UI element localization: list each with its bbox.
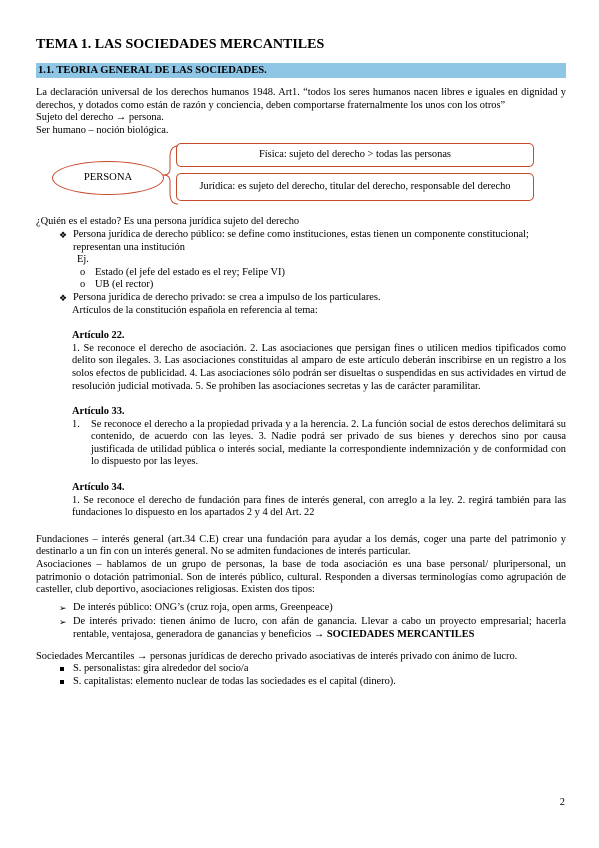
fisica-node: Física: sujeto del derecho > todas las personas	[176, 143, 534, 167]
list-item	[36, 663, 566, 676]
sociedades-mercantiles-emphasis: SOCIEDADES MERCANTILES	[326, 629, 475, 640]
articulo-heading: Artículo 34.	[72, 482, 125, 494]
soc-merc-paragraph: Sociedades Mercantiles → personas jurídicas de derecho privado asociativas de interés privado con ánimo de lucro.	[36, 650, 518, 662]
soc-item-text: S. capitalistas: elemento nuclear de todas las sociedades es el capital (dinero).	[73, 675, 396, 687]
list-item	[36, 267, 566, 280]
square-bullet-icon	[60, 667, 64, 671]
bullet-privado-text: Persona jurídica de derecho privado: se crea a impulso de los particulares.	[73, 291, 381, 303]
arrow-bullet-icon: ➢	[59, 617, 67, 628]
juridica-node: Jurídica: es sujeto del derecho, titular del derecho, responsable del derecho	[176, 173, 534, 201]
circle-bullet-icon: o	[80, 279, 86, 291]
articulo-text: 1. Se reconoce el derecho de fundación para fines de interés general, con arreglo a la ley. 2. regirá también para las fundaciones lo dispuesto en los apartados 2 y 4 del Art. 22	[72, 494, 566, 519]
articulo-text: Se reconoce el derecho a la propiedad privada y a la herencia. 2. La función social de estos derechos delimitará su contenido, de acuerdo con las leyes. 3. Nadie podrá ser privado de sus bienes y derechos sino por causa justificada de utilidad pública o interés social, mediante la correspondiente indemnización y de conformidad con lo dispuesto por las leyes.	[91, 418, 566, 468]
document-page	[36, 36, 566, 688]
ser-humano-line: Ser humano – noción biológica.	[36, 124, 169, 136]
list-item	[36, 229, 566, 254]
ej-label: Ej.	[77, 254, 89, 266]
question-line: ¿Quién es el estado? Es una persona jurídica sujeto del derecho	[36, 216, 300, 228]
articulo-text: 1. Se reconoce el derecho de asociación. 2. Las asociaciones que persigan fines o utilicen medios tipificados como delito son ilegales. 3. Las asociaciones constituidas al amparo de este artículo deberán inscribirse en un registro a los solos efectos de publicidad. 4. Las asociaciones sólo podrán ser disueltas o suspendidas en sus actividades en virtud de resolución judicial motivada. 5. Se prohíben las asociaciones secretas y las de carácter paramilitar.	[72, 342, 566, 392]
tipo-privado-text: De interés privado: tienen ánimo de lucro, con afán de ganancia. Llevar a cabo un proyecto empresarial; hacerla rentable, ventajosa, generadora de ganancias y beneficios →	[73, 616, 566, 640]
page-number: 2	[559, 797, 565, 808]
articulo-33	[36, 406, 566, 419]
asociaciones-paragraph: Asociaciones – hablamos de un grupo de personas, la base de toda asociación es una base personal/ pluripersonal, un patrimonio o dotación patrimonial. Son de interés público, cultural. Responden a diversas terminologías como agrupación de casteller, club deportivo, asociaciones religiosas. Existen dos tipos:	[36, 559, 566, 596]
item-number: 1.	[72, 418, 80, 430]
arrow-bullet-icon: ➢	[59, 602, 67, 613]
list-item	[36, 616, 566, 641]
list-item	[36, 279, 566, 292]
articulo-22	[36, 330, 566, 393]
circle-bullet-icon: o	[80, 266, 86, 278]
articulo-34	[36, 482, 566, 520]
ej-item-text: Estado (el jefe del estado es el rey; Felipe VI)	[95, 266, 285, 278]
document-title: TEMA 1. LAS SOCIEDADES MERCANTILES	[36, 37, 325, 52]
tipo-publico-text: De interés público: ONG’s (cruz roja, open arms, Greenpeace)	[73, 601, 333, 613]
list-item	[36, 602, 566, 615]
fundaciones-paragraph: Fundaciones – interés general (art.34 C.E) crear una fundación para ayudar a los demás, coger una parte del patrimonio y destinarlo a un fin con un interés general. No se admiten fundaciones de interés particular.	[36, 533, 566, 558]
bullet-publico-text: Persona jurídica de derecho público: se define como instituciones, estas tienen un componente constitucional; representan una institución	[73, 228, 529, 253]
diamond-bullet-icon: ❖	[59, 229, 68, 240]
section-heading: 1.1. TEORIA GENERAL DE LAS SOCIEDADES.	[36, 63, 566, 78]
list-item	[36, 292, 566, 305]
articulo-33-item	[36, 419, 566, 469]
intro-paragraph: La declaración universal de los derechos humanos 1948. Art1. “todos los seres humanos nacen libres e iguales en dignidad y derechos, y dotados como están de razón y conciencia, deben comportarse fraternalmente los unos con los otros”	[36, 87, 566, 111]
list-item	[36, 676, 566, 689]
persona-diagram	[36, 143, 566, 207]
square-bullet-icon	[60, 680, 64, 684]
articulo-heading: Artículo 33.	[72, 406, 125, 418]
persona-node: PERSONA	[52, 161, 164, 195]
articulo-heading: Artículo 22.	[72, 330, 125, 342]
soc-item-text: S. personalistas: gira alrededor del socio/a	[73, 663, 249, 675]
diamond-bullet-icon: ❖	[59, 292, 68, 303]
sujeto-line: Sujeto del derecho → persona.	[36, 112, 164, 124]
ej-item-text: UB (el rector)	[95, 279, 154, 291]
articulos-intro: Artículos de la constitución española en referencia al tema:	[72, 304, 318, 316]
